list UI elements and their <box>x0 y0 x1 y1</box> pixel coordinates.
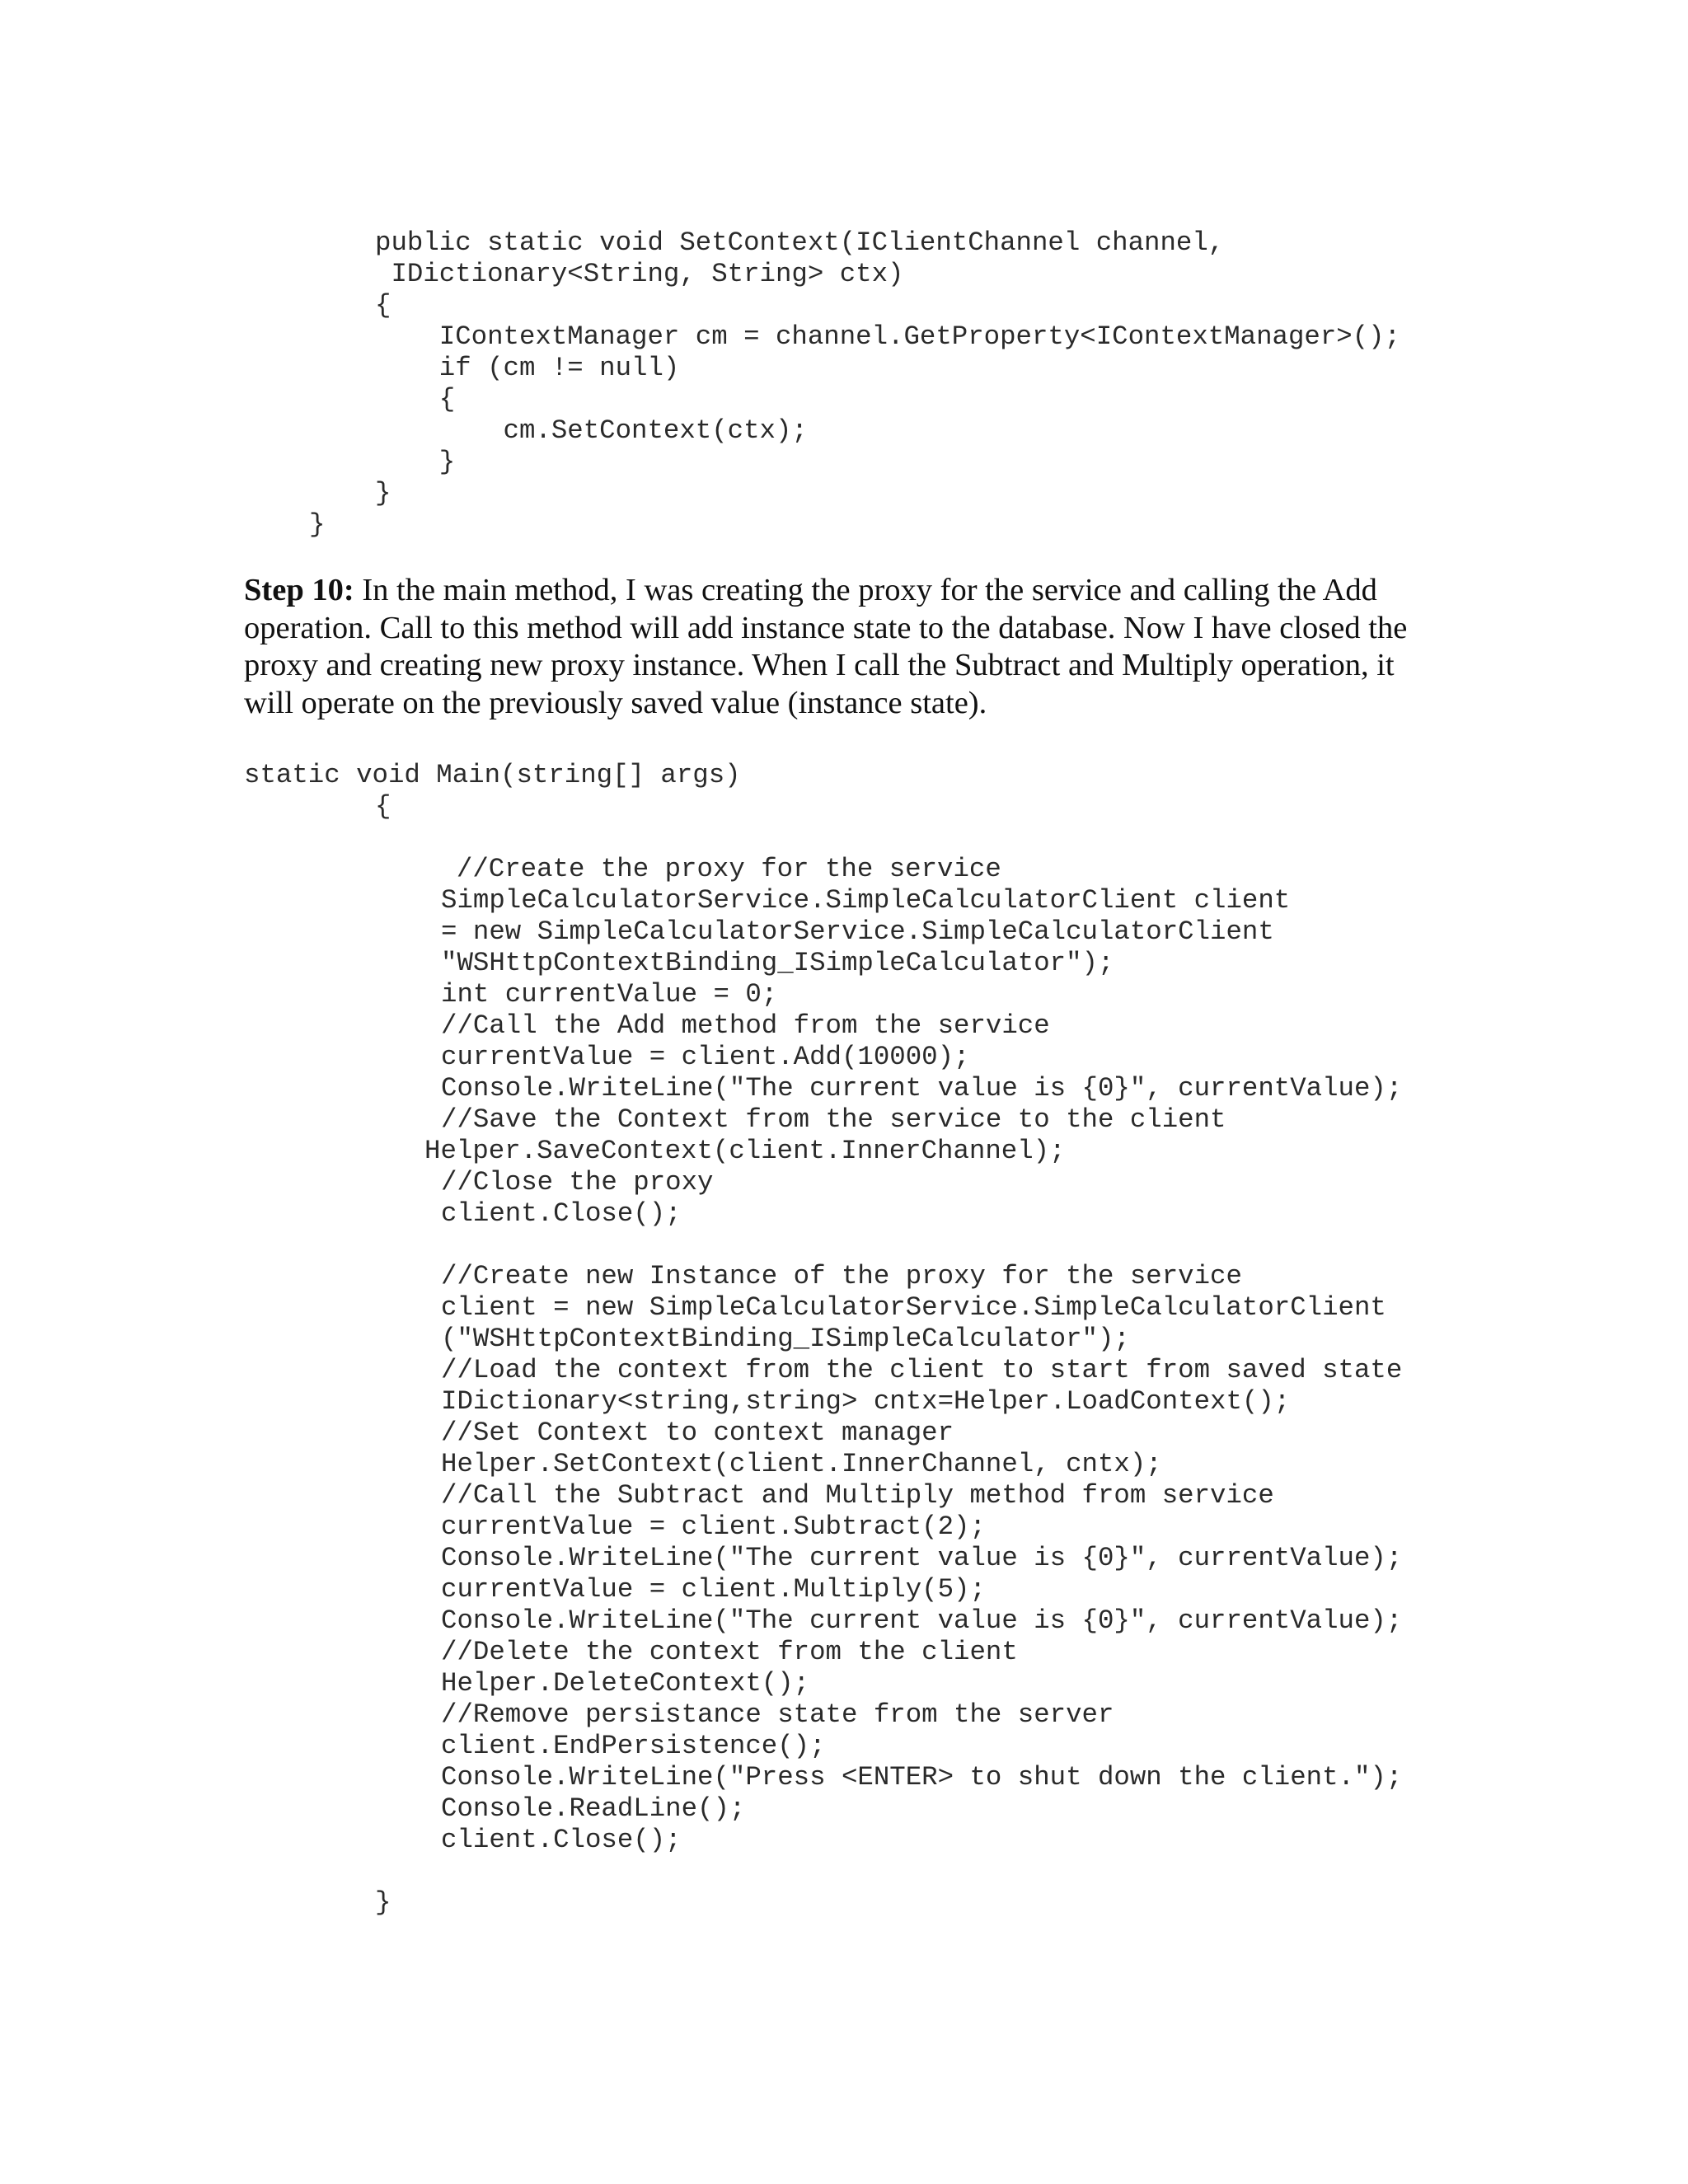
code-line: //Create the proxy for the service <box>424 854 1001 884</box>
code-line: Helper.SaveContext(client.InnerChannel); <box>424 1136 1066 1166</box>
code-line: ("WSHttpContextBinding_ISimpleCalculator"); <box>441 1324 1130 1354</box>
step-text: In the main method, I was creating the proxy for the service and calling the Add operation. Call to this method will add instance state to the database. Now I have closed the proxy and creating new proxy instance. When I call the Subtract and Multiply operation, it will operate on the previously saved value (instance state). <box>244 573 1408 720</box>
code-line: { <box>375 791 392 822</box>
code-line: IDictionary<string,string> cntx=Helper.LoadContext(); <box>441 1386 1291 1417</box>
code-line: Helper.SetContext(client.InnerChannel, cntx); <box>441 1449 1162 1479</box>
code-line: cm.SetContext(ctx); <box>375 415 808 446</box>
code-line: //Remove persistance state from the server <box>441 1699 1114 1730</box>
code-line: client.Close(); <box>441 1825 682 1855</box>
code-line: Console.WriteLine("Press <ENTER> to shut down the client."); <box>441 1762 1403 1793</box>
code-line: "WSHttpContextBinding_ISimpleCalculator"); <box>441 948 1114 978</box>
code-line: //Load the context from the client to start from saved state <box>441 1355 1403 1385</box>
code-line: } <box>309 509 326 540</box>
code-line: } <box>375 1887 392 1918</box>
step-label: Step 10: <box>244 573 354 607</box>
code-line: Console.ReadLine(); <box>441 1793 746 1824</box>
code-line: if (cm != null) <box>375 353 680 383</box>
code-line: SimpleCalculatorService.SimpleCalculatorClient client <box>441 885 1291 916</box>
code-line: } <box>375 478 392 509</box>
step-10-paragraph <box>244 572 1423 722</box>
code-line: //Close the proxy <box>441 1167 714 1197</box>
code-line: Helper.DeleteContext(); <box>441 1668 810 1699</box>
code-line: //Delete the context from the client <box>441 1637 1018 1667</box>
code-line: //Call the Add method from the service <box>441 1010 1050 1041</box>
code-line: //Call the Subtract and Multiply method from service <box>441 1480 1274 1511</box>
code-line: = new SimpleCalculatorService.SimpleCalculatorClient <box>441 916 1274 947</box>
code-line: currentValue = client.Subtract(2); <box>441 1511 986 1542</box>
code-line: client = new SimpleCalculatorService.SimpleCalculatorClient <box>441 1292 1386 1323</box>
code-line: client.EndPersistence(); <box>441 1731 826 1761</box>
code-line: currentValue = client.Add(10000); <box>441 1042 970 1072</box>
code-line: //Create new Instance of the proxy for the service <box>441 1261 1242 1291</box>
code-line: public static void SetContext(IClientChannel channel, <box>375 227 1225 258</box>
code-line: IDictionary<String, String> ctx) <box>375 259 904 289</box>
code-line: //Save the Context from the service to the client <box>441 1104 1226 1135</box>
code-line: { <box>375 384 456 415</box>
code-line: //Set Context to context manager <box>441 1418 954 1448</box>
code-line: IContextManager cm = channel.GetProperty<IContextManager>(); <box>375 321 1401 352</box>
code-line: { <box>375 290 392 321</box>
code-line: currentValue = client.Multiply(5); <box>441 1574 986 1605</box>
code-line: static void Main(string[] args) <box>244 760 741 790</box>
code-line: Console.WriteLine("The current value is {0}", currentValue); <box>441 1073 1403 1104</box>
code-line: client.Close(); <box>441 1198 682 1229</box>
code-line: } <box>375 447 456 477</box>
code-line: Console.WriteLine("The current value is {0}", currentValue); <box>441 1543 1403 1573</box>
code-line: Console.WriteLine("The current value is {0}", currentValue); <box>441 1605 1403 1636</box>
code-line: int currentValue = 0; <box>441 979 778 1010</box>
